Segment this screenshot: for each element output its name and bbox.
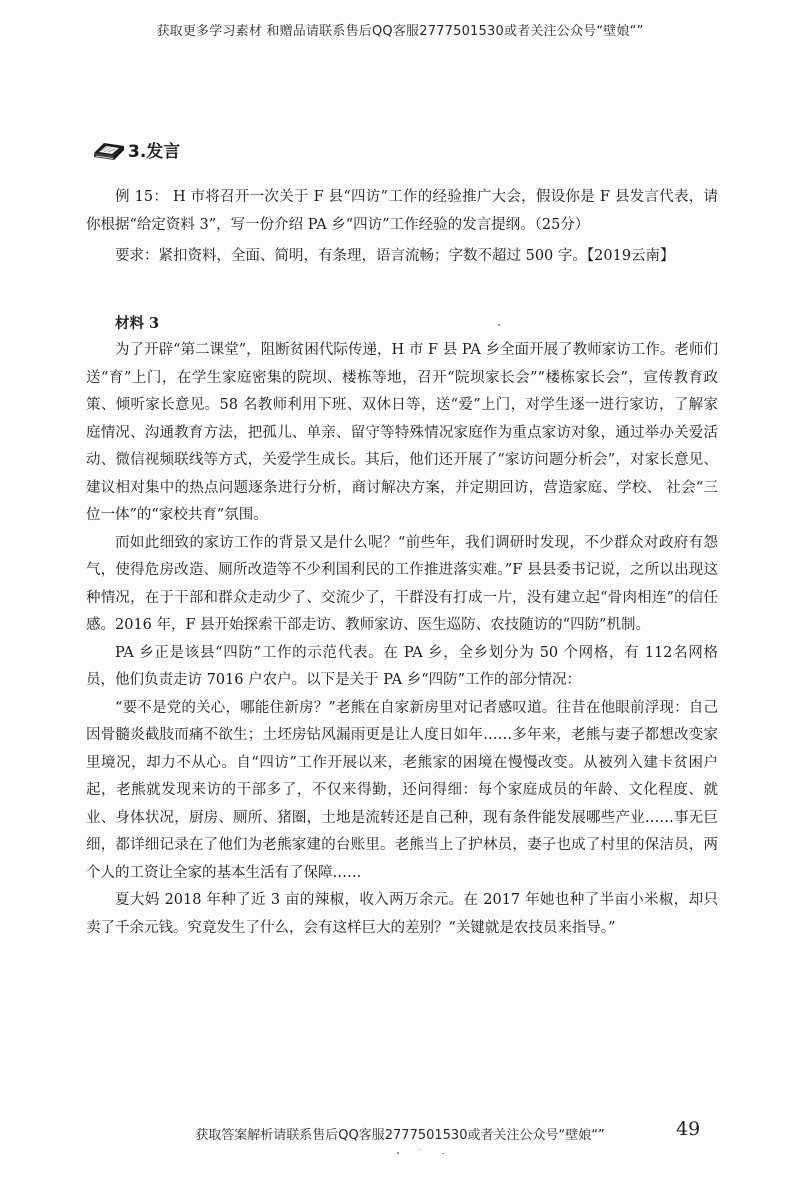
section-title — [92, 134, 180, 164]
material-paragraph: PA 乡正是该县“四防”工作的示范代表。在 PA 乡，全乡划分为 50 个网格，有 112名网格员，他们负责走访 7016 户农户。以下是关于 PA 乡“四防”工作的部分情况： — [86, 644, 718, 688]
book-icon — [92, 137, 126, 161]
material-paragraph: 为了开辟“第二课堂”，阻断贫困代际传递，H 市 F 县 PA 乡全面开展了教师家访工作。老师们送“育”上门，在学生家庭密集的院坝、楼栋等地，召开“院坝家长会”“楼栋家长会”，宣传教育政策、倾听家长意见。58 名教师利用下班、双休日等，送“爱”上门，对学生逐一进行家访，了解家庭情况、沟通教育方法，把孤儿、单亲、留守等特殊情况家庭作为重点家访对象，通过举办关爱活动、微信视频联线等方式，关爱学生成长。其后，他们还开展了“家访问题分析会”，对家长意见、建议相对集中的热点问题逐条进行分析，商讨解决方案，并定期回访，营造家庭、学校、 社会“三位一体”的“家校共育”氛围。 — [86, 342, 718, 523]
material-paragraph: “要不是党的关心，哪能住新房？”老熊在自家新房里对记者感叹道。往昔在他眼前浮现：自己因骨髓炎截肢而痛不欲生；土坯房钻风漏雨更是让人度日如年……多年来，老熊与妻子都想改变家里境况，却力不从心。自“四访”工作开展以来，老熊家的困境在慢慢改变。从被列入建卡贫困户起，老熊就发现来访的干部多了，不仅来得勤，还问得细：每个家庭成员的年龄、文化程度、就业、身体状况，厨房、厕所、猪圈，土地是流转还是自己种，现有条件能发展哪些产业……事无巨细，都详细记录在了他们为老熊家建的台账里。老熊当上了护林员，妻子也成了村里的保洁员，两个人的工资让全家的基本生活有了保障…… — [86, 699, 718, 881]
scan-speck — [442, 1153, 444, 1154]
question-prompt: 例 15： H 市将召开一次关于 F 县“四访”工作的经验推广大会，假设你是 F 县发言代表，请你根据“给定资料 3”，写一份介绍 PA 乡“四访”工作经验的发言提纲。（25分） — [86, 189, 718, 233]
page-number: 49 — [676, 1118, 701, 1140]
document-body — [86, 184, 718, 942]
scan-speck — [420, 1149, 421, 1150]
page-footer: 获取答案解析请联系售后QQ客服2777501530或者关注公众号“壁娘“” — [195, 1128, 605, 1143]
scan-speck — [397, 1152, 399, 1154]
material-paragraph: 而如此细致的家访工作的背景又是什么呢？“前些年，我们调研时发现，不少群众对政府有怨气，使得危房改造、厕所改造等不少利国利民的工作推进落实难。”F 县县委书记说，之所以出现这种情况，在于干部和群众走动少了、交流少了，干群没有打成一片，没有建立起“骨肉相连”的信任感。2016 年，F 县开始探索干部走访、教师家访、医生巡防、农技随访的“四防”机制。 — [86, 534, 718, 633]
section-title-text: 3.发言 — [128, 141, 181, 162]
material-paragraph: 夏大妈 2018 年种了近 3 亩的辣椒，收入两万余元。在 2017 年她也种了半亩小米椒，却只卖了千余元钱。究竟发生了什么，会有这样巨大的差别？“关键就是农技员来指导。” — [86, 892, 718, 936]
scan-speck — [498, 324, 500, 326]
material-heading: 材料 3 — [115, 314, 160, 332]
page-header: 获取更多学习素材 和赠品请联系售后QQ客服2777501530或者关注公众号“壁娘“” — [156, 24, 644, 39]
question-requirement: 要求：紧扣资料，全面、简明，有条理，语言流畅；字数不超过 500 字。【2019云南】 — [115, 248, 675, 264]
